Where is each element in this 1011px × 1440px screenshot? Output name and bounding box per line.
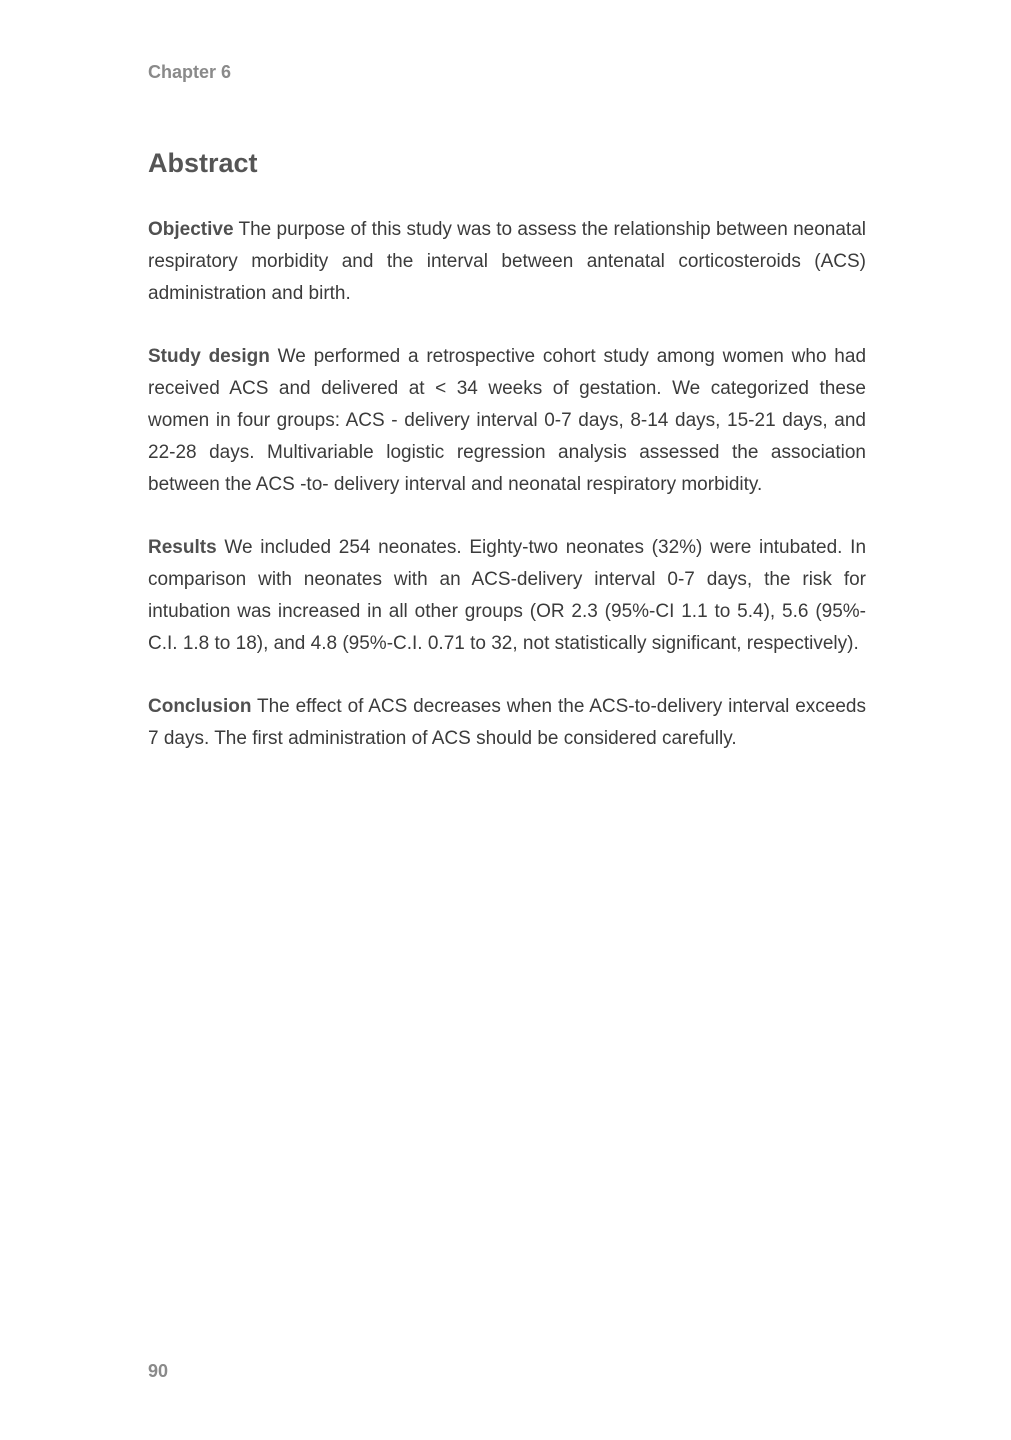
objective-label: Objective (148, 219, 234, 240)
conclusion-label: Conclusion (148, 696, 252, 717)
objective-section (148, 214, 866, 310)
study-design-section (148, 341, 866, 501)
conclusion-section (148, 691, 866, 755)
results-text: We included 254 neonates. Eighty-two neonates (32%) were intubated. In comparison with neonates with an ACS-delivery interval 0-7 days, the risk for intubation was increased in all other groups (OR 2.3 (95%-CI 1.1 to 5.4), 5.6 (95%-C.I. 1.8 to 18), and 4.8 (95%-C.I. 0.71 to 32, not statistically significant, respectively). (148, 537, 867, 654)
abstract-body (148, 214, 866, 786)
objective-text: The purpose of this study was to assess the relationship between neonatal respiratory morbidity and the interval between antenatal corticosteroids (ACS) administration and birth. (148, 219, 866, 304)
running-head: Chapter 6 (148, 62, 232, 82)
results-section (148, 532, 866, 660)
page-number: 90 (148, 1361, 169, 1381)
conclusion-text: The effect of ACS decreases when the ACS-to-delivery interval exceeds 7 days. The first administration of ACS should be considered carefully. (148, 696, 866, 749)
study-design-label: Study design (148, 346, 270, 367)
results-label: Results (148, 537, 217, 558)
abstract-title: Abstract (148, 148, 258, 178)
study-design-text: We performed a retrospective cohort study among women who had received ACS and delivered at < 34 weeks of gestation. We categorized these women in four groups: ACS - delivery interval 0-7 days, 8-14 days, 15-21 days, and 22-28 days. Multivariable logistic regression analysis assessed the association between the ACS -to- delivery interval and neonatal respiratory morbidity. (148, 346, 867, 495)
